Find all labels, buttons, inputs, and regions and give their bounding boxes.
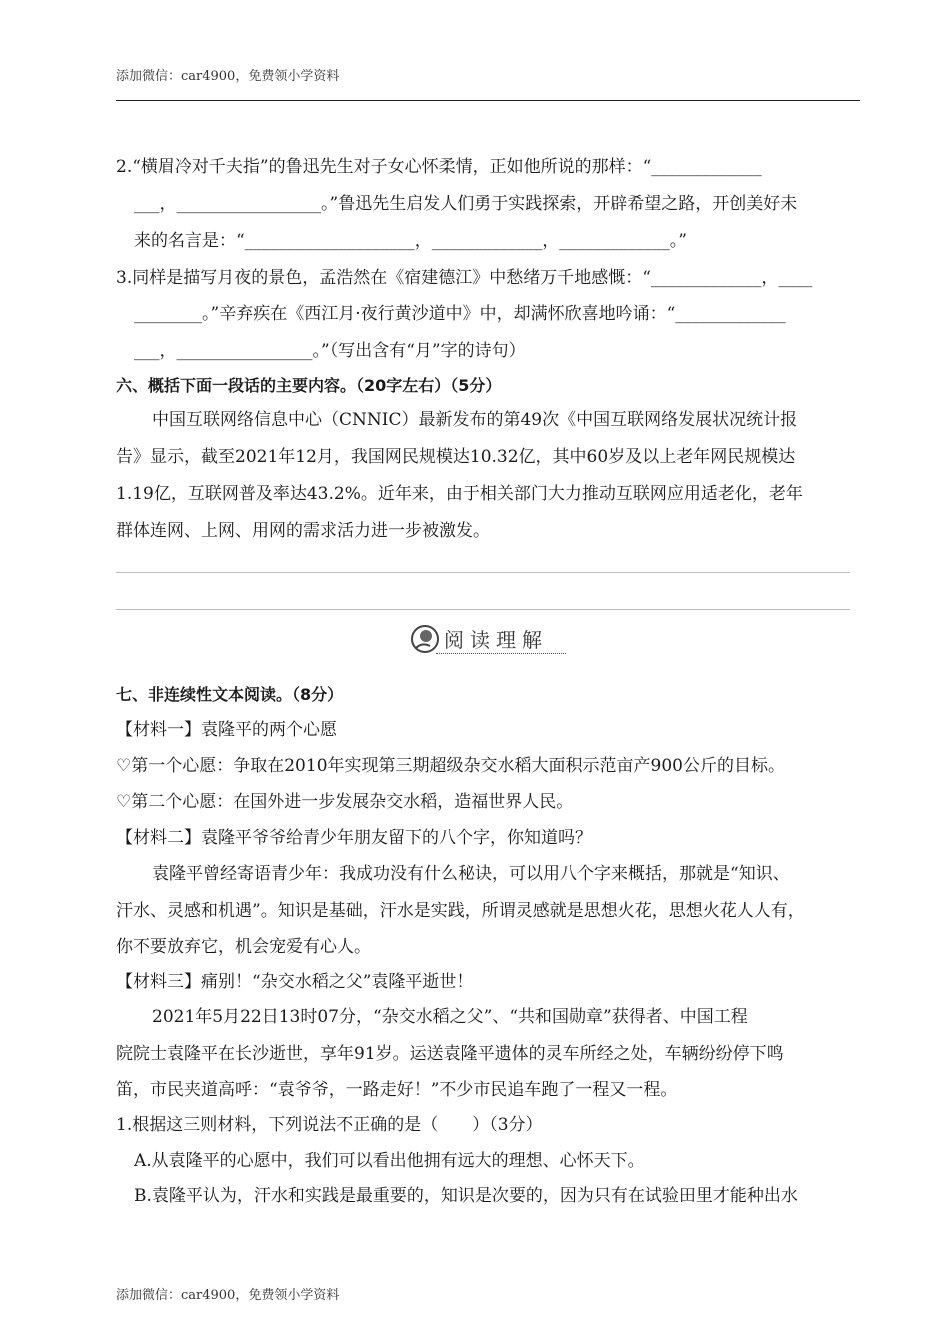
- q3-line-2: ________。”辛弃疾在《西江月·夜行黄沙道中》中，却满怀欣喜地吟诵：“_____________: [134, 304, 786, 324]
- s6-paragraph-line-4: 群体连网、上网、用网的需求活力进一步被激发。: [116, 521, 490, 541]
- answer-line-1: [116, 572, 850, 573]
- q2-line-2: ___，_________________。”鲁迅先生启发人们勇于实践探索，开辟希望之路，开创美好未: [134, 194, 798, 214]
- header-rule: [116, 100, 860, 101]
- banner-dotted-underline: [436, 653, 566, 654]
- page-header: 添加微信：car4900，免费领小学资料: [116, 69, 340, 84]
- material-3-line-3: 笛，市民夹道高呼：“袁爷爷，一路走好！”不少市民追车跑了一程又一程。: [116, 1080, 678, 1100]
- q3-line-3: ___，________________。”（写出含有“月”字的诗句）: [134, 341, 526, 361]
- reading-section-banner: [410, 622, 570, 658]
- question-1: 1.根据这三则材料，下列说法不正确的是（ ）（3分）: [116, 1115, 543, 1135]
- answer-line-2: [116, 609, 850, 610]
- material-3-title: 【材料三】痛别！“杂交水稻之父”袁隆平逝世！: [116, 972, 474, 992]
- option-a: A.从袁隆平的心愿中，我们可以看出他拥有远大的理想、心怀天下。: [134, 1151, 645, 1171]
- s6-paragraph-line-1: 中国互联网络信息中心（CNNIC）最新发布的第49次《中国互联网络发展状况统计报: [152, 410, 798, 430]
- material-1-title: 【材料一】袁隆平的两个心愿: [116, 720, 337, 740]
- section-7-title: 七、非连续性文本阅读。（8分）: [116, 685, 344, 704]
- material-2-line-1: 袁隆平曾经寄语青少年：我成功没有什么秘诀，可以用八个字来概括，那就是“知识、: [152, 864, 790, 884]
- page-footer: 添加微信：car4900，免费领小学资料: [116, 1288, 340, 1303]
- material-2-title: 【材料二】袁隆平爷爷给青少年朋友留下的八个字，你知道吗？: [116, 828, 592, 848]
- material-3-line-2: 院院士袁隆平在长沙逝世，享年91岁。运送袁隆平遗体的灵车所经之处，车辆纷纷停下鸣: [116, 1044, 784, 1064]
- material-3-line-1: 2021年5月22日13时07分，“杂交水稻之父”、“共和国勋章”获得者、中国工程: [152, 1007, 748, 1027]
- q3-line-1: 3.同样是描写月夜的景色，孟浩然在《宿建德江》中愁绪万千地感慨：“_____________，____: [116, 268, 813, 288]
- material-2-line-3: 你不要放弃它，机会宠爱有心人。: [116, 937, 371, 957]
- material-1-wish-2: ♡第二个心愿：在国外进一步发展杂交水稻，造福世界人民。: [116, 792, 574, 812]
- q2-line-3: 来的名言是：“____________________，_____________，_____________。”: [134, 231, 687, 251]
- s6-paragraph-line-3: 1.19亿，互联网普及率达43.2%。近年来，由于相关部门大力推动互联网应用适老化，老年: [116, 484, 803, 504]
- material-2-line-2: 汗水、灵感和机遇”。知识是基础，汗水是实践，所谓灵感就是思想火花，思想火花人人有，: [116, 901, 805, 921]
- material-1-wish-1: ♡第一个心愿：争取在2010年实现第三期超级杂交水稻大面积示范亩产900公斤的目标。: [116, 756, 785, 776]
- option-b: B.袁隆平认为，汗水和实践是最重要的，知识是次要的，因为只有在试验田里才能种出水: [134, 1186, 798, 1206]
- reading-logo-icon: [410, 624, 440, 654]
- s6-paragraph-line-2: 告》显示，截至2021年12月，我国网民规模达10.32亿，其中60岁及以上老年网民规模达: [116, 447, 796, 467]
- reading-banner-text: 阅读理解: [444, 628, 548, 652]
- section-6-title: 六、概括下面一段话的主要内容。（20字左右）（5分）: [116, 376, 502, 395]
- q2-line-1: 2.“横眉冷对千夫指”的鲁迅先生对子女心怀柔情，正如他所说的那样：“_____________: [116, 157, 762, 177]
